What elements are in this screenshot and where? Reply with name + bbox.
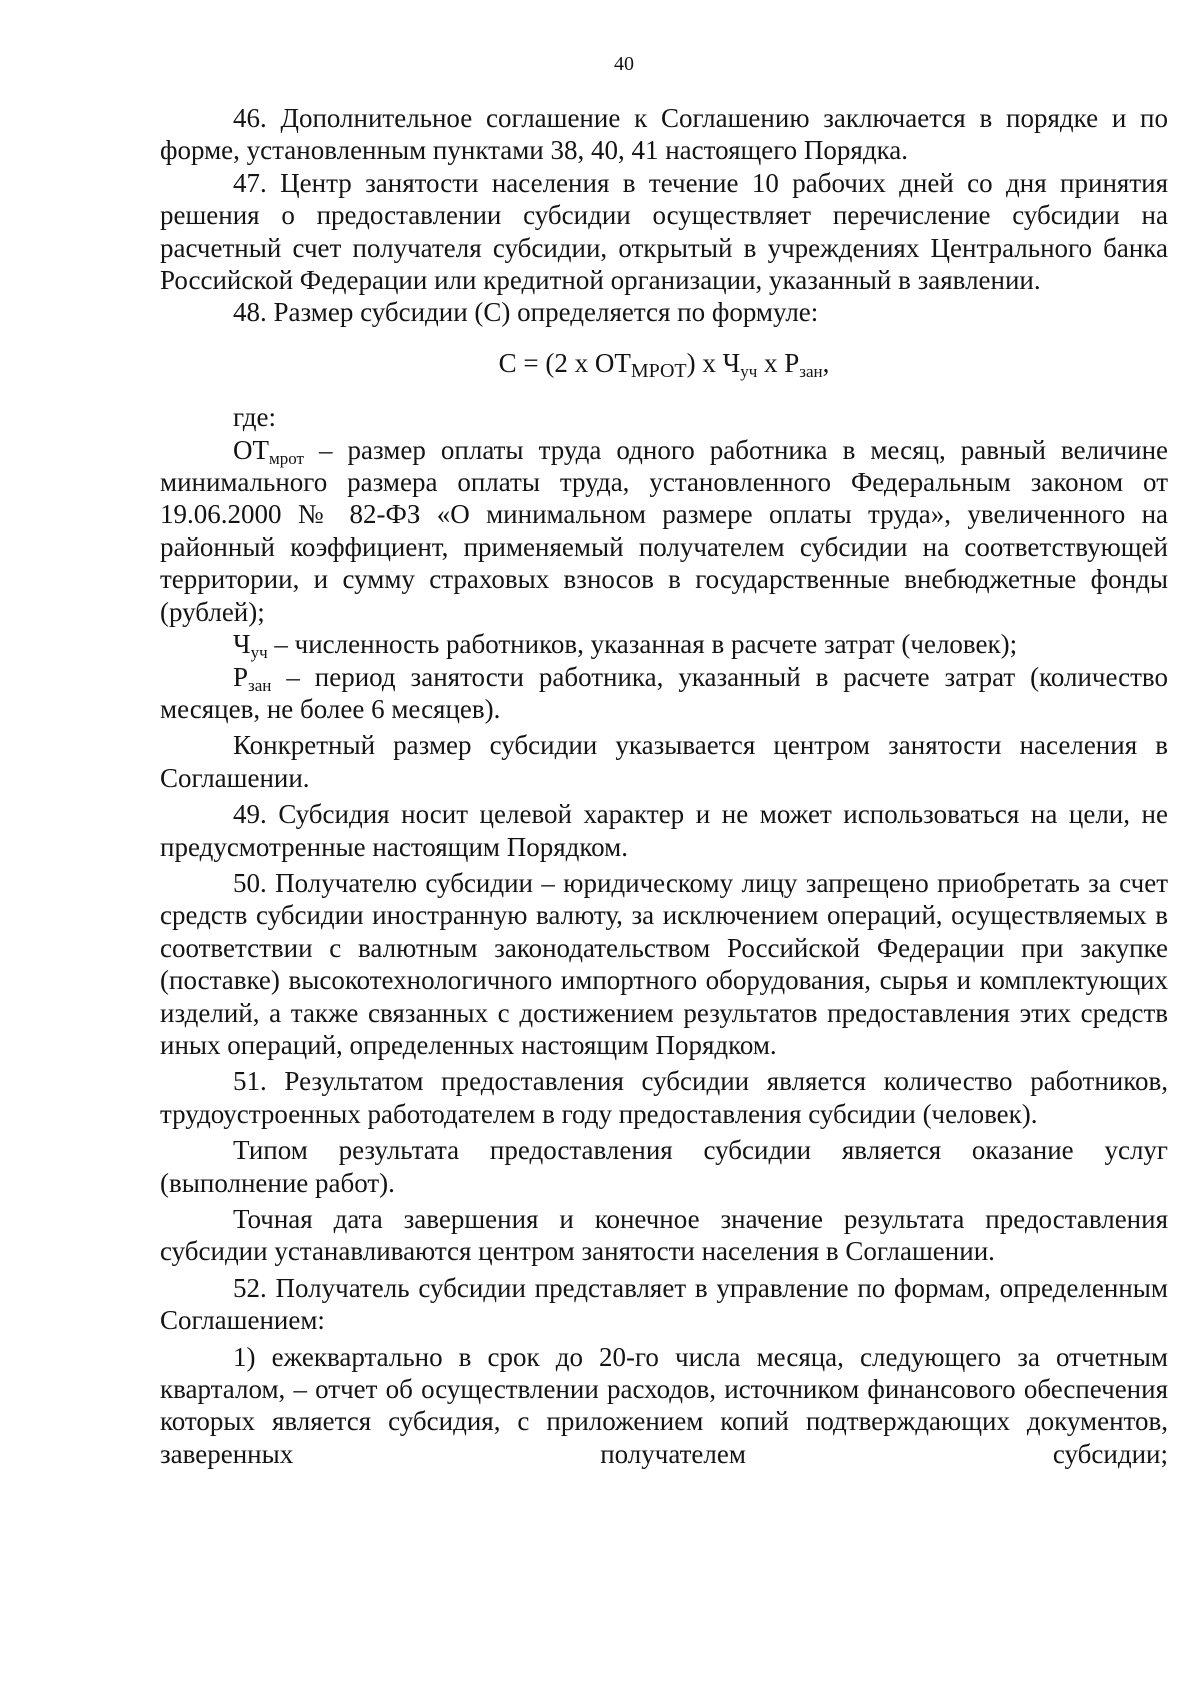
paragraph-result-date: Точная дата завершения и конечное значение результата предоставления субсидии устанавливаются центром занятости населения в Соглашении. — [160, 1204, 1168, 1267]
def-p-sub: зан — [248, 675, 272, 695]
where-label: где: — [233, 402, 276, 433]
definition-ch-uch — [160, 628, 1168, 663]
paragraph-result-type: Типом результата предоставления субсидии является оказание услуг (выполнение работ). — [160, 1135, 1168, 1198]
subsidy-formula — [160, 347, 1168, 382]
formula-mid2: х Р — [757, 347, 800, 378]
formula-sub-zan: зан — [799, 361, 823, 381]
formula-mid1: ) х Ч — [686, 347, 741, 378]
def-ch-sub: уч — [250, 643, 268, 663]
page-number: 40 — [614, 53, 634, 75]
def-ot-symbol: ОТ — [233, 434, 269, 465]
formula-end: , — [822, 347, 830, 378]
definition-p-zan — [160, 661, 1168, 726]
paragraph-52: 52. Получатель субсидии представляет в управление по формам, определенным Соглашением: — [160, 1272, 1168, 1336]
def-ot-sub: мрот — [269, 448, 304, 468]
paragraph-49: 49. Субсидия носит целевой характер и не может использоваться на цели, не предусмотренные настоящим Порядком. — [160, 799, 1168, 862]
paragraph-50: 50. Получателю субсидии – юридическому лицу запрещено приобретать за счет средств субсидии иностранную валюту, за исключением операций, осуществляемых в соответствии с валютным законодательством Российской Федерации при закупке (поставке) высокотехнологичного импортного оборудования, сырья и комплектующих изделий, а также связанных с достижением результатов предоставления этих средств иных операций, определенных настоящим Порядком. — [160, 867, 1168, 1060]
def-p-symbol: Р — [233, 661, 249, 692]
def-ch-text: – численность работников, указанная в расчете затрат (человек); — [267, 629, 1018, 660]
paragraph-specific-size: Конкретный размер субсидии указывается центром занятости населения в Соглашении. — [160, 730, 1168, 793]
formula-sub-uch: уч — [740, 361, 758, 381]
formula-start: С = (2 х ОТ — [498, 347, 631, 378]
paragraph-51: 51. Результатом предоставления субсидии является количество работников, трудоустроенных работодателем в году предоставления субсидии (человек). — [160, 1066, 1168, 1129]
paragraph-46: 46. Дополнительное соглашение к Соглашению заключается в порядке и по форме, установленным пунктами 38, 40, 41 настоящего Порядка. — [160, 103, 1168, 166]
paragraph-47: 47. Центр занятости населения в течение 10 рабочих дней со дня принятия решения о предоставлении субсидии осуществляет перечисление субсидии на расчетный счет получателя субсидии, открытый в учреждениях Центрального банка Российской Федерации или кредитной организации, указанный в заявлении. — [160, 167, 1168, 296]
definition-ot-mrot — [160, 434, 1168, 628]
def-ot-text: – размер оплаты труда одного работника в месяц, равный величине минимального размера оплаты труда, установленного Федеральным законом от 19.06.2000 № 82-ФЗ «О минимальном размере оплаты труда», увеличенного на районный коэффициент, применяемый получателем субсидии на соответствующей территории, и сумму страховых взносов в государственные внебюджетные фонды (рублей); — [160, 434, 1168, 627]
formula-sub-mrot: МРОТ — [630, 359, 687, 382]
paragraph-52-item-1: 1) ежеквартально в срок до 20-го числа месяца, следующего за отчетным кварталом, – отчет об осуществлении расходов, источником финансового обеспечения которых является субсидия, с приложением копий подтверждающих документов, заверенных получателем субсидии; — [160, 1341, 1168, 1469]
def-ch-symbol: Ч — [233, 629, 251, 660]
paragraph-48: 48. Размер субсидии (С) определяется по формуле: — [233, 297, 819, 328]
def-p-text: – период занятости работника, указанный в расчете затрат (количество месяцев, не более 6 месяцев). — [160, 661, 1168, 724]
